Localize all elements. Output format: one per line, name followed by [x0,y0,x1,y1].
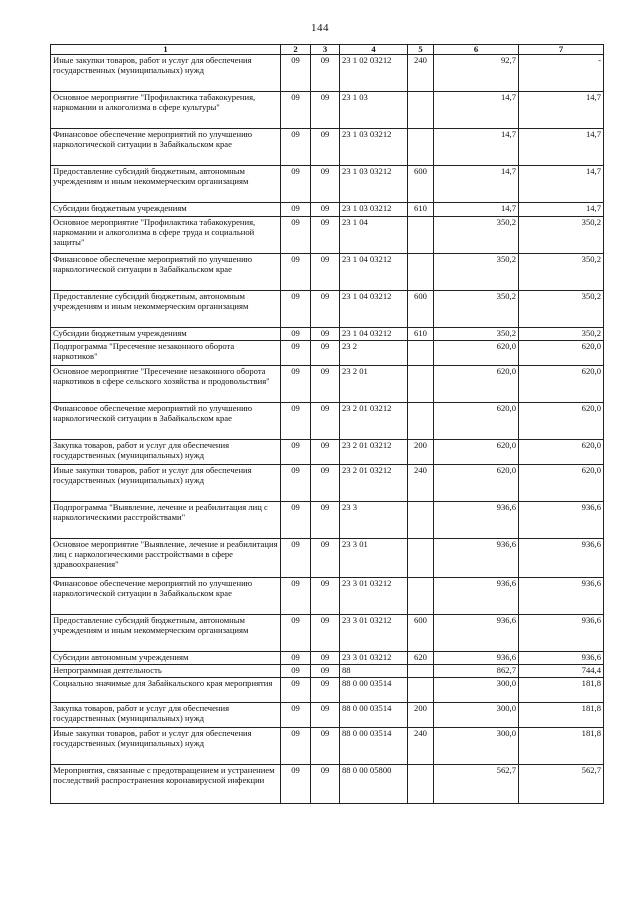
amount-cell-2: 181,8 [519,703,604,728]
amount-cell-2: 936,6 [519,615,604,652]
subsection-code-cell: 09 [311,728,340,765]
amount-cell-2: 181,8 [519,678,604,703]
table-row [51,129,604,166]
row-name-cell: Мероприятия, связанные с предотвращением и устранением последствий распространения коронавирусной инфекции [51,765,281,804]
subsection-code-cell: 09 [311,440,340,465]
amount-cell-1: 14,7 [434,129,519,166]
amount-cell-1: 350,2 [434,291,519,328]
subsection-code-cell: 09 [311,502,340,539]
amount-cell-2: 14,7 [519,92,604,129]
row-name-cell: Предоставление субсидий бюджетным, автономным учреждениям и иным некоммерческим организациям [51,291,281,328]
subsection-code-cell: 09 [311,217,340,254]
target-article-cell: 23 2 01 03212 [340,403,408,440]
subsection-code-cell: 09 [311,366,340,403]
amount-cell-2: 562,7 [519,765,604,804]
section-code-cell: 09 [281,166,311,203]
section-code-cell: 09 [281,440,311,465]
section-code-cell: 09 [281,665,311,678]
amount-cell-1: 350,2 [434,254,519,291]
column-header: 3 [311,45,340,55]
table-row [51,703,604,728]
target-article-cell: 23 3 01 03212 [340,652,408,665]
section-code-cell: 09 [281,678,311,703]
amount-cell-1: 350,2 [434,328,519,341]
expense-type-cell: 200 [408,440,434,465]
target-article-cell: 23 1 04 03212 [340,254,408,291]
expense-type-cell [408,678,434,703]
table-row [51,366,604,403]
subsection-code-cell: 09 [311,254,340,291]
row-name-cell: Иные закупки товаров, работ и услуг для обеспечения государственных (муниципальных) нужд [51,465,281,502]
amount-cell-1: 14,7 [434,166,519,203]
amount-cell-2: 350,2 [519,254,604,291]
section-code-cell: 09 [281,465,311,502]
amount-cell-1: 300,0 [434,728,519,765]
row-name-cell: Основное мероприятие "Профилактика табакокурения, наркомании и алкоголизма в сфере культуры" [51,92,281,129]
amount-cell-2: 14,7 [519,203,604,217]
expense-type-cell: 600 [408,615,434,652]
row-name-cell: Основное мероприятие "Профилактика табакокурения, наркомании и алкоголизма в сфере труда и социальной защиты" [51,217,281,254]
subsection-code-cell: 09 [311,129,340,166]
expense-type-cell: 600 [408,166,434,203]
amount-cell-1: 92,7 [434,55,519,92]
target-article-cell: 23 1 03 03212 [340,166,408,203]
table-body [51,55,604,804]
target-article-cell: 88 0 00 05800 [340,765,408,804]
amount-cell-2: - [519,55,604,92]
table-row [51,728,604,765]
amount-cell-2: 350,2 [519,291,604,328]
target-article-cell: 23 3 01 [340,539,408,578]
section-code-cell: 09 [281,615,311,652]
row-name-cell: Подпрограмма "Пресечение незаконного оборота наркотиков" [51,341,281,366]
subsection-code-cell: 09 [311,341,340,366]
target-article-cell: 23 1 03 [340,92,408,129]
amount-cell-1: 936,6 [434,652,519,665]
subsection-code-cell: 09 [311,403,340,440]
expense-type-cell: 610 [408,328,434,341]
table-row [51,539,604,578]
table-row [51,55,604,92]
amount-cell-1: 620,0 [434,465,519,502]
row-name-cell: Основное мероприятие "Выявление, лечение и реабилитация лиц с наркологическими расстройствами в сфере здравоохранения" [51,539,281,578]
expense-type-cell [408,765,434,804]
table-row [51,465,604,502]
row-name-cell: Финансовое обеспечение мероприятий по улучшению наркологической ситуации в Забайкальском крае [51,578,281,615]
row-name-cell: Закупка товаров, работ и услуг для обеспечения государственных (муниципальных) нужд [51,703,281,728]
amount-cell-2: 350,2 [519,328,604,341]
table-row [51,440,604,465]
target-article-cell: 23 2 [340,341,408,366]
table-row [51,502,604,539]
expense-type-cell [408,502,434,539]
section-code-cell: 09 [281,129,311,166]
row-name-cell: Непрограммная деятельность [51,665,281,678]
target-article-cell: 23 3 [340,502,408,539]
amount-cell-1: 936,6 [434,578,519,615]
amount-cell-2: 620,0 [519,440,604,465]
section-code-cell: 09 [281,92,311,129]
row-name-cell: Основное мероприятие "Пресечение незаконного оборота наркотиков в сфере сельского хозяйства и продовольствия" [51,366,281,403]
subsection-code-cell: 09 [311,652,340,665]
column-header: 5 [408,45,434,55]
target-article-cell: 23 1 04 [340,217,408,254]
target-article-cell: 23 1 04 03212 [340,328,408,341]
amount-cell-2: 936,6 [519,578,604,615]
section-code-cell: 09 [281,341,311,366]
expense-type-cell [408,403,434,440]
row-name-cell: Субсидии бюджетным учреждениям [51,328,281,341]
amount-cell-1: 862,7 [434,665,519,678]
row-name-cell: Закупка товаров, работ и услуг для обеспечения государственных (муниципальных) нужд [51,440,281,465]
target-article-cell: 88 0 00 03514 [340,678,408,703]
section-code-cell: 09 [281,203,311,217]
amount-cell-1: 936,6 [434,539,519,578]
amount-cell-2: 620,0 [519,403,604,440]
table-row [51,92,604,129]
amount-cell-2: 620,0 [519,465,604,502]
expense-type-cell: 610 [408,203,434,217]
amount-cell-1: 936,6 [434,615,519,652]
section-code-cell: 09 [281,366,311,403]
subsection-code-cell: 09 [311,578,340,615]
expense-type-cell [408,578,434,615]
row-name-cell: Социально значимые для Забайкальского края мероприятия [51,678,281,703]
row-name-cell: Подпрограмма "Выявление, лечение и реабилитация лиц с наркологическими расстройствами" [51,502,281,539]
expense-type-cell [408,341,434,366]
amount-cell-1: 562,7 [434,765,519,804]
target-article-cell: 23 1 03 03212 [340,129,408,166]
amount-cell-1: 620,0 [434,403,519,440]
row-name-cell: Субсидии автономным учреждениям [51,652,281,665]
subsection-code-cell: 09 [311,328,340,341]
target-article-cell: 23 2 01 [340,366,408,403]
column-header: 1 [51,45,281,55]
target-article-cell: 23 1 04 03212 [340,291,408,328]
table-row [51,341,604,366]
amount-cell-1: 300,0 [434,678,519,703]
row-name-cell: Финансовое обеспечение мероприятий по улучшению наркологической ситуации в Забайкальском крае [51,129,281,166]
table-header-row [51,45,604,55]
column-header: 4 [340,45,408,55]
section-code-cell: 09 [281,328,311,341]
amount-cell-2: 14,7 [519,129,604,166]
expense-type-cell: 240 [408,728,434,765]
subsection-code-cell: 09 [311,665,340,678]
table-row [51,652,604,665]
section-code-cell: 09 [281,502,311,539]
subsection-code-cell: 09 [311,92,340,129]
amount-cell-2: 350,2 [519,217,604,254]
target-article-cell: 23 1 02 03212 [340,55,408,92]
row-name-cell: Предоставление субсидий бюджетным, автономным учреждениям и иным некоммерческим организациям [51,615,281,652]
amount-cell-2: 744,4 [519,665,604,678]
budget-table [50,44,604,804]
table-row [51,665,604,678]
table-row [51,328,604,341]
amount-cell-2: 936,6 [519,652,604,665]
expense-type-cell [408,217,434,254]
expense-type-cell [408,92,434,129]
expense-type-cell [408,129,434,166]
table-row [51,203,604,217]
amount-cell-1: 620,0 [434,440,519,465]
expense-type-cell [408,539,434,578]
amount-cell-2: 936,6 [519,539,604,578]
expense-type-cell: 200 [408,703,434,728]
target-article-cell: 88 [340,665,408,678]
section-code-cell: 09 [281,291,311,328]
amount-cell-2: 181,8 [519,728,604,765]
amount-cell-1: 14,7 [434,92,519,129]
section-code-cell: 09 [281,765,311,804]
page-number: 144 [311,22,329,34]
section-code-cell: 09 [281,703,311,728]
expense-type-cell [408,665,434,678]
table-row [51,678,604,703]
expense-type-cell [408,366,434,403]
column-header: 6 [434,45,519,55]
amount-cell-1: 620,0 [434,341,519,366]
amount-cell-1: 620,0 [434,366,519,403]
section-code-cell: 09 [281,578,311,615]
expense-type-cell: 600 [408,291,434,328]
section-code-cell: 09 [281,728,311,765]
amount-cell-2: 620,0 [519,366,604,403]
target-article-cell: 23 3 01 03212 [340,578,408,615]
subsection-code-cell: 09 [311,203,340,217]
table-row [51,166,604,203]
section-code-cell: 09 [281,254,311,291]
expense-type-cell: 620 [408,652,434,665]
section-code-cell: 09 [281,652,311,665]
row-name-cell: Финансовое обеспечение мероприятий по улучшению наркологической ситуации в Забайкальском крае [51,403,281,440]
amount-cell-1: 300,0 [434,703,519,728]
subsection-code-cell: 09 [311,765,340,804]
subsection-code-cell: 09 [311,291,340,328]
amount-cell-2: 936,6 [519,502,604,539]
section-code-cell: 09 [281,539,311,578]
table-row [51,217,604,254]
table-row [51,291,604,328]
table-row [51,765,604,804]
target-article-cell: 23 2 01 03212 [340,440,408,465]
subsection-code-cell: 09 [311,678,340,703]
table-row [51,615,604,652]
section-code-cell: 09 [281,217,311,254]
subsection-code-cell: 09 [311,703,340,728]
subsection-code-cell: 09 [311,166,340,203]
expense-type-cell: 240 [408,55,434,92]
row-name-cell: Предоставление субсидий бюджетным, автономным учреждениям и иным некоммерческим организациям [51,166,281,203]
amount-cell-2: 620,0 [519,341,604,366]
row-name-cell: Финансовое обеспечение мероприятий по улучшению наркологической ситуации в Забайкальском крае [51,254,281,291]
table-row [51,254,604,291]
column-header: 2 [281,45,311,55]
section-code-cell: 09 [281,55,311,92]
subsection-code-cell: 09 [311,539,340,578]
target-article-cell: 88 0 00 03514 [340,728,408,765]
row-name-cell: Субсидии бюджетным учреждениям [51,203,281,217]
amount-cell-1: 936,6 [434,502,519,539]
subsection-code-cell: 09 [311,55,340,92]
target-article-cell: 23 2 01 03212 [340,465,408,502]
column-header: 7 [519,45,604,55]
amount-cell-1: 350,2 [434,217,519,254]
row-name-cell: Иные закупки товаров, работ и услуг для обеспечения государственных (муниципальных) нужд [51,728,281,765]
amount-cell-2: 14,7 [519,166,604,203]
target-article-cell: 23 1 03 03212 [340,203,408,217]
amount-cell-1: 14,7 [434,203,519,217]
expense-type-cell [408,254,434,291]
table-row [51,578,604,615]
subsection-code-cell: 09 [311,465,340,502]
target-article-cell: 88 0 00 03514 [340,703,408,728]
row-name-cell: Иные закупки товаров, работ и услуг для обеспечения государственных (муниципальных) нужд [51,55,281,92]
target-article-cell: 23 3 01 03212 [340,615,408,652]
section-code-cell: 09 [281,403,311,440]
table-row [51,403,604,440]
subsection-code-cell: 09 [311,615,340,652]
expense-type-cell: 240 [408,465,434,502]
